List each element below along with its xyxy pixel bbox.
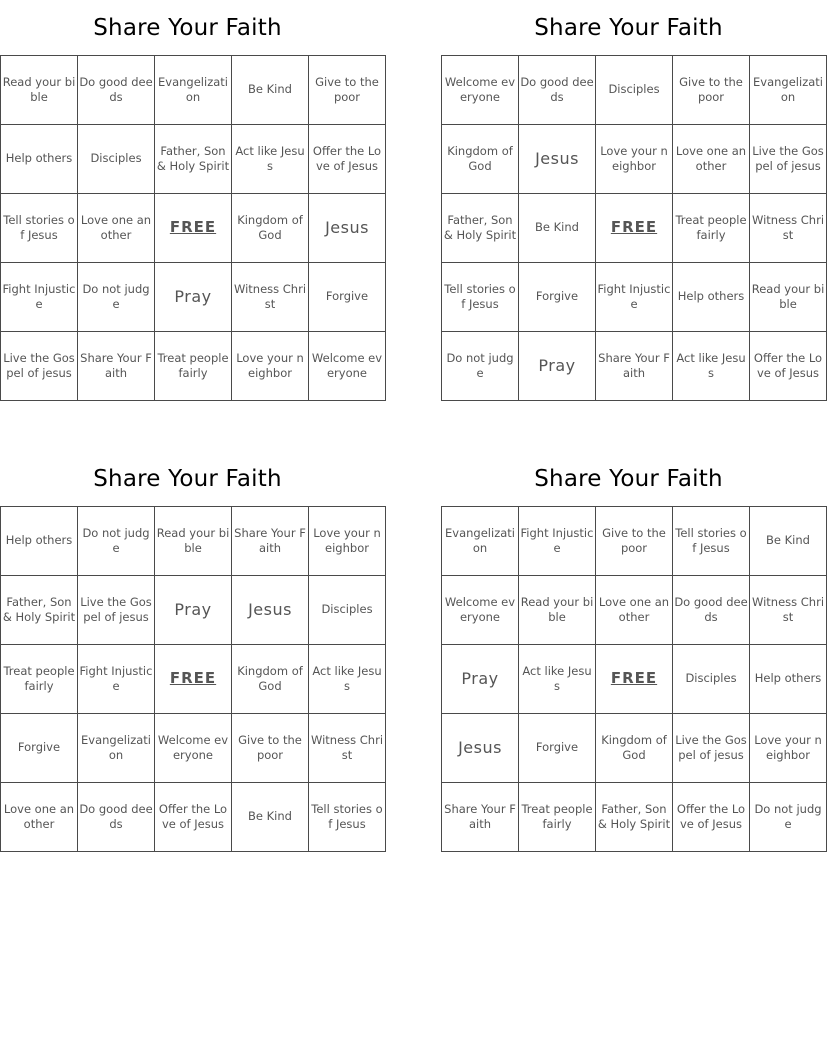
bingo-row xyxy=(1,194,386,263)
bingo-cell xyxy=(1,645,78,714)
bingo-cell xyxy=(519,263,596,332)
bingo-cell xyxy=(673,125,750,194)
bingo-cell xyxy=(519,576,596,645)
bingo-cell xyxy=(596,263,673,332)
bingo-cell xyxy=(78,125,155,194)
bingo-cell-text: Jesus xyxy=(325,218,369,238)
bingo-grid xyxy=(0,55,386,401)
bingo-cell xyxy=(155,507,232,576)
bingo-cell xyxy=(1,332,78,401)
bingo-card-2 xyxy=(441,0,825,401)
bingo-cell-text: Treat people fairly xyxy=(675,212,747,242)
bingo-cell xyxy=(309,576,386,645)
bingo-cell-text: Love your neighbor xyxy=(600,143,668,173)
card-title: Share Your Faith xyxy=(93,15,282,41)
bingo-cell-text: Forgive xyxy=(535,740,579,755)
bingo-card-4 xyxy=(441,451,825,852)
bingo-cell-text: Fight Injustice xyxy=(520,525,594,555)
bingo-cell-text: Help others xyxy=(754,671,822,686)
bingo-cell-text: Witness Christ xyxy=(751,594,825,624)
bingo-cell xyxy=(673,332,750,401)
bingo-cell xyxy=(519,332,596,401)
bingo-row xyxy=(1,783,386,852)
bingo-cell xyxy=(1,576,78,645)
bingo-cell-text: Treat people fairly xyxy=(3,663,75,693)
bingo-cell xyxy=(750,194,827,263)
bingo-cell-text: Fight Injustice xyxy=(2,281,76,311)
bingo-cell-text: Witness Christ xyxy=(310,732,384,762)
bingo-row xyxy=(442,507,827,576)
bingo-cell xyxy=(1,507,78,576)
bingo-cell xyxy=(596,194,673,263)
bingo-row xyxy=(442,576,827,645)
bingo-cell xyxy=(673,194,750,263)
bingo-row xyxy=(442,194,827,263)
bingo-cell xyxy=(442,125,519,194)
bingo-cell-text: Do good deeds xyxy=(520,74,594,104)
bingo-cell-text: Jesus xyxy=(535,149,579,169)
bingo-cell-text: Fight Injustice xyxy=(597,281,671,311)
bingo-cell xyxy=(750,263,827,332)
bingo-cell xyxy=(750,332,827,401)
bingo-cell-text: Help others xyxy=(677,289,745,304)
bingo-cell-text: Do not judge xyxy=(754,801,822,831)
bingo-cell-text: Act like Jesus xyxy=(522,663,592,693)
bingo-cell xyxy=(155,576,232,645)
bingo-row xyxy=(1,125,386,194)
bingo-cell-text: Disciples xyxy=(321,602,373,617)
bingo-card-1 xyxy=(0,0,383,401)
bingo-card-3 xyxy=(0,451,384,852)
bingo-cell-text: FREE xyxy=(169,669,217,688)
bingo-cell xyxy=(673,56,750,125)
bingo-cell xyxy=(596,56,673,125)
bingo-cell-text: Jesus xyxy=(458,738,502,758)
bingo-cell-text: Evangelization xyxy=(81,732,151,762)
bingo-cell-text: FREE xyxy=(169,218,217,237)
bingo-cell xyxy=(155,56,232,125)
bingo-cell-text: Kingdom of God xyxy=(601,732,667,762)
bingo-cell-text: FREE xyxy=(610,669,658,688)
bingo-cell xyxy=(232,714,309,783)
bingo-cell-text: Treat people fairly xyxy=(157,350,229,380)
bingo-cell-text: Do good deeds xyxy=(79,74,153,104)
bingo-cell-text: Evangelization xyxy=(445,525,515,555)
bingo-cell-text: Evangelization xyxy=(753,74,823,104)
bingo-cell xyxy=(442,194,519,263)
bingo-cell xyxy=(442,507,519,576)
bingo-cell-text: Live the Gospel of jesus xyxy=(80,594,152,624)
bingo-cell xyxy=(78,263,155,332)
bingo-cell-text: Help others xyxy=(5,533,73,548)
bingo-cell-text: Give to the poor xyxy=(602,525,666,555)
bingo-cell xyxy=(750,576,827,645)
bingo-cell xyxy=(309,194,386,263)
bingo-cell-text: Welcome everyone xyxy=(444,594,516,624)
bingo-cell xyxy=(78,783,155,852)
bingo-cell-text: Do good deeds xyxy=(674,594,748,624)
bingo-cell xyxy=(673,645,750,714)
bingo-cell-text: Love your neighbor xyxy=(313,525,381,555)
bingo-cell xyxy=(519,645,596,714)
bingo-cell xyxy=(309,783,386,852)
bingo-cell-text: Do not judge xyxy=(82,525,150,555)
bingo-cell xyxy=(442,576,519,645)
bingo-cell-text: Welcome everyone xyxy=(311,350,383,380)
bingo-cell xyxy=(309,332,386,401)
bingo-cell-text: Forgive xyxy=(17,740,61,755)
bingo-cell xyxy=(596,645,673,714)
bingo-cell xyxy=(1,56,78,125)
bingo-cell-text: Read your bible xyxy=(156,525,230,555)
bingo-cell xyxy=(155,194,232,263)
bingo-cell-text: Pray xyxy=(174,287,212,307)
bingo-cell xyxy=(1,783,78,852)
bingo-cell xyxy=(442,645,519,714)
bingo-cell-text: Love one another xyxy=(598,594,670,624)
bingo-cell xyxy=(519,56,596,125)
bingo-row xyxy=(442,125,827,194)
bingo-cell xyxy=(232,125,309,194)
bingo-cell xyxy=(155,714,232,783)
bingo-row xyxy=(1,507,386,576)
bingo-cell-text: Tell stories of Jesus xyxy=(675,525,747,555)
bingo-cell-text: Act like Jesus xyxy=(312,663,382,693)
bingo-cell xyxy=(78,507,155,576)
bingo-cell xyxy=(596,332,673,401)
bingo-cell-text: Kingdom of God xyxy=(237,663,303,693)
bingo-cell xyxy=(1,125,78,194)
card-title: Share Your Faith xyxy=(534,15,723,41)
bingo-cell-text: Give to the poor xyxy=(315,74,379,104)
bingo-cell xyxy=(673,263,750,332)
bingo-cell-text: Jesus xyxy=(248,600,292,620)
bingo-row xyxy=(1,714,386,783)
bingo-cell xyxy=(442,332,519,401)
bingo-cell-text: Love one another xyxy=(80,212,152,242)
bingo-cell-text: Be Kind xyxy=(535,220,579,235)
bingo-cell xyxy=(78,645,155,714)
bingo-cell xyxy=(750,714,827,783)
bingo-cell xyxy=(596,576,673,645)
bingo-cell-text: Tell stories of Jesus xyxy=(311,801,383,831)
bingo-cell xyxy=(232,56,309,125)
bingo-cell xyxy=(596,125,673,194)
bingo-cell xyxy=(750,783,827,852)
bingo-cell-text: Live the Gospel of jesus xyxy=(3,350,75,380)
bingo-cell xyxy=(155,332,232,401)
bingo-cell xyxy=(309,645,386,714)
bingo-cell xyxy=(78,332,155,401)
bingo-cell xyxy=(442,714,519,783)
bingo-cell xyxy=(519,194,596,263)
bingo-cell-text: Offer the Love of Jesus xyxy=(753,350,823,380)
bingo-cell-text: Love your neighbor xyxy=(236,350,304,380)
bingo-cell xyxy=(155,645,232,714)
bingo-cell-text: Offer the Love of Jesus xyxy=(676,801,746,831)
bingo-grid xyxy=(441,506,827,852)
bingo-cell xyxy=(309,263,386,332)
card-title: Share Your Faith xyxy=(534,466,723,492)
bingo-cell-text: Share Your Faith xyxy=(598,350,670,380)
bingo-cell-text: Live the Gospel of jesus xyxy=(675,732,747,762)
bingo-cell xyxy=(673,714,750,783)
bingo-cell-text: Disciples xyxy=(90,151,142,166)
bingo-cell xyxy=(519,783,596,852)
bingo-cell-text: Tell stories of Jesus xyxy=(3,212,75,242)
bingo-cell-text: Offer the Love of Jesus xyxy=(312,143,382,173)
bingo-cell-text: Father, Son & Holy Spirit xyxy=(443,212,517,242)
bingo-cell-text: Pray xyxy=(461,669,499,689)
bingo-cell-text: Give to the poor xyxy=(238,732,302,762)
bingo-cell xyxy=(309,56,386,125)
bingo-cell xyxy=(750,56,827,125)
bingo-cell-text: Act like Jesus xyxy=(676,350,746,380)
bingo-cell xyxy=(78,576,155,645)
bingo-grid xyxy=(0,506,386,852)
bingo-cell-text: Be Kind xyxy=(248,809,292,824)
bingo-cell-text: Love one another xyxy=(3,801,75,831)
bingo-cell xyxy=(442,263,519,332)
bingo-cell-text: Treat people fairly xyxy=(521,801,593,831)
bingo-cell xyxy=(78,194,155,263)
bingo-cell xyxy=(155,783,232,852)
bingo-cell xyxy=(155,125,232,194)
bingo-cell-text: Do not judge xyxy=(446,350,514,380)
bingo-row xyxy=(442,263,827,332)
bingo-grid xyxy=(441,55,827,401)
bingo-row xyxy=(442,783,827,852)
bingo-cell-text: Read your bible xyxy=(751,281,825,311)
bingo-cell xyxy=(78,56,155,125)
bingo-cell-text: Act like Jesus xyxy=(235,143,305,173)
bingo-row xyxy=(1,332,386,401)
bingo-cell xyxy=(596,714,673,783)
bingo-cell xyxy=(309,714,386,783)
bingo-cell xyxy=(309,507,386,576)
bingo-cell xyxy=(750,125,827,194)
bingo-cell-text: Do good deeds xyxy=(79,801,153,831)
bingo-cell xyxy=(232,507,309,576)
bingo-cell-text: Tell stories of Jesus xyxy=(444,281,516,311)
bingo-cell xyxy=(519,507,596,576)
bingo-cell xyxy=(519,714,596,783)
bingo-cell xyxy=(519,125,596,194)
bingo-cell-text: Live the Gospel of jesus xyxy=(752,143,824,173)
bingo-cell xyxy=(596,783,673,852)
bingo-cell xyxy=(78,714,155,783)
bingo-cell-text: Disciples xyxy=(608,82,660,97)
bingo-row xyxy=(1,263,386,332)
bingo-cell-text: Pray xyxy=(174,600,212,620)
bingo-cell xyxy=(750,507,827,576)
bingo-cell-text: Welcome everyone xyxy=(444,74,516,104)
bingo-cell-text: Kingdom of God xyxy=(447,143,513,173)
bingo-cell-text: Father, Son & Holy Spirit xyxy=(156,143,230,173)
bingo-cell-text: Do not judge xyxy=(82,281,150,311)
bingo-cell xyxy=(673,576,750,645)
bingo-cell-text: Evangelization xyxy=(158,74,228,104)
bingo-row xyxy=(1,645,386,714)
bingo-cell-text: Be Kind xyxy=(766,533,810,548)
bingo-cell xyxy=(232,332,309,401)
bingo-cell xyxy=(442,56,519,125)
bingo-cell-text: Disciples xyxy=(685,671,737,686)
bingo-cell xyxy=(232,263,309,332)
bingo-row xyxy=(442,645,827,714)
bingo-cell-text: Kingdom of God xyxy=(237,212,303,242)
bingo-cell-text: Forgive xyxy=(535,289,579,304)
bingo-cell xyxy=(1,263,78,332)
bingo-row xyxy=(1,576,386,645)
card-title: Share Your Faith xyxy=(93,466,282,492)
bingo-cell-text: Pray xyxy=(538,356,576,376)
bingo-row xyxy=(1,56,386,125)
bingo-cell-text: Love one another xyxy=(675,143,747,173)
bingo-cell xyxy=(155,263,232,332)
bingo-cell-text: FREE xyxy=(610,218,658,237)
bingo-cell xyxy=(596,507,673,576)
bingo-cell-text: Forgive xyxy=(325,289,369,304)
bingo-cell-text: Love your neighbor xyxy=(754,732,822,762)
bingo-cell xyxy=(232,783,309,852)
bingo-cell xyxy=(1,194,78,263)
bingo-cell-text: Be Kind xyxy=(248,82,292,97)
bingo-row xyxy=(442,714,827,783)
bingo-cell xyxy=(750,645,827,714)
bingo-row xyxy=(442,56,827,125)
bingo-cell xyxy=(232,194,309,263)
bingo-row xyxy=(442,332,827,401)
bingo-cell-text: Offer the Love of Jesus xyxy=(158,801,228,831)
bingo-cell-text: Read your bible xyxy=(520,594,594,624)
bingo-cell xyxy=(673,507,750,576)
bingo-cell xyxy=(232,645,309,714)
bingo-cell-text: Share Your Faith xyxy=(80,350,152,380)
bingo-cell-text: Share Your Faith xyxy=(444,801,516,831)
bingo-cell-text: Read your bible xyxy=(2,74,76,104)
bingo-cell xyxy=(232,576,309,645)
bingo-cell-text: Share Your Faith xyxy=(234,525,306,555)
bingo-cell-text: Father, Son & Holy Spirit xyxy=(597,801,671,831)
bingo-cell xyxy=(442,783,519,852)
bingo-cell-text: Witness Christ xyxy=(751,212,825,242)
bingo-cell xyxy=(1,714,78,783)
bingo-cell-text: Give to the poor xyxy=(679,74,743,104)
bingo-cell xyxy=(309,125,386,194)
bingo-cell xyxy=(673,783,750,852)
bingo-cell-text: Witness Christ xyxy=(233,281,307,311)
bingo-cell-text: Welcome everyone xyxy=(157,732,229,762)
bingo-cell-text: Father, Son & Holy Spirit xyxy=(2,594,76,624)
bingo-cell-text: Help others xyxy=(5,151,73,166)
bingo-cell-text: Fight Injustice xyxy=(79,663,153,693)
